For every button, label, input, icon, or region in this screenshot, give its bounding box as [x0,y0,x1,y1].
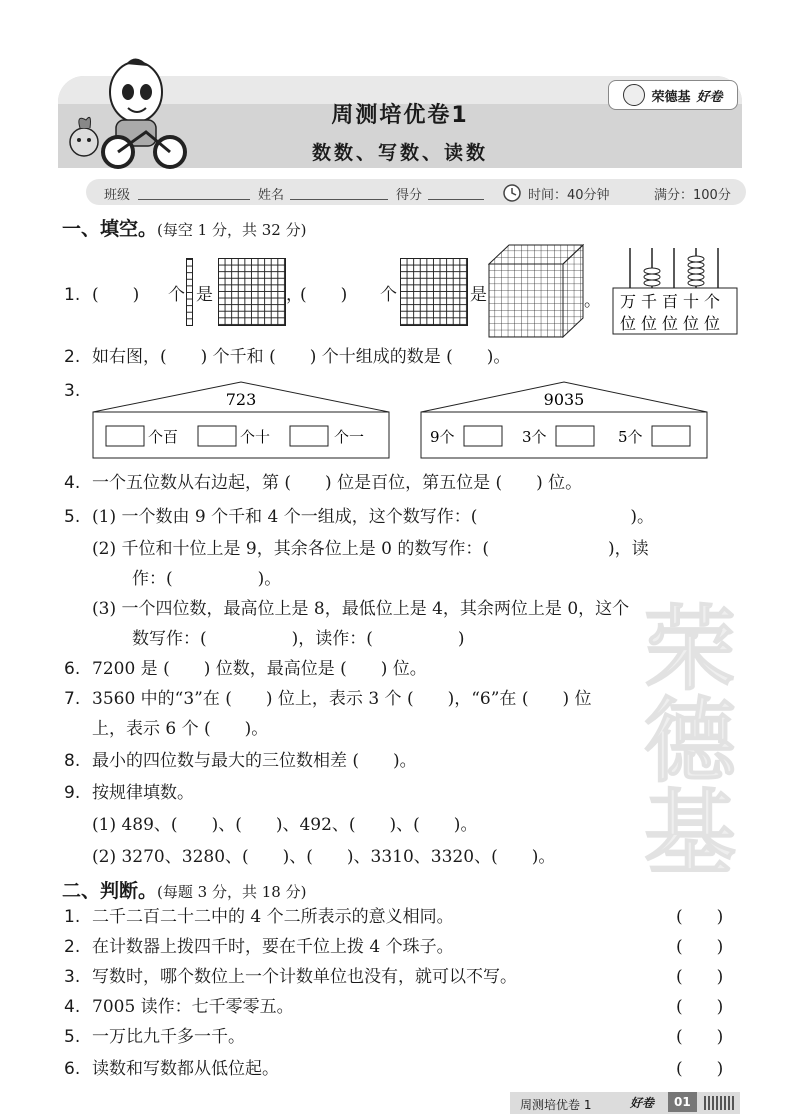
section2-note: (每题 3 分，共 18 分) [157,883,307,901]
section2-title: 二、判断。 [62,880,158,902]
abacus-places-bottom: 位位位位位 [620,314,726,333]
name-field[interactable] [290,199,388,200]
page-subtitle: 数数、写数、读数 [311,142,488,164]
judge-item-number: 2. [64,937,81,957]
q3-house-2-box-2[interactable] [556,426,594,446]
section1-note: (每空 1 分，共 32 分) [157,221,307,239]
judge-item-text: 7005 读作：七千零零五。 [92,997,294,1017]
q3-house-1-value: 723 [225,390,257,409]
q8-text: 最小的四位数与最大的三位数相差 ( )。 [92,751,417,771]
q1-text-d: 个 [380,285,397,305]
time-info: 时间：40分钟 [528,188,610,203]
judge-item-text: 写数时，哪个数位上一个计数单位也没有，就可以不写。 [92,967,517,987]
q1-number: 1. [64,285,81,305]
q5-part-3a: (3) 一个四位数，最高位上是 8，最低位上是 4，其余两位上是 0，这个 [92,599,630,619]
q5-part-3b: 数写作：( )，读作：( ) [132,629,465,649]
q1-thousand-cube [488,244,584,338]
q3-number: 3. [64,381,81,401]
judge-answer-blank[interactable]: ( ) [676,907,724,927]
q3-house-2-value: 9035 [543,390,585,409]
mascot-illustration [66,52,196,172]
brand-sub: 好卷 [696,89,723,105]
judge-item-number: 6. [64,1059,81,1079]
judge-item-text: 读数和写数都从低位起。 [92,1059,279,1079]
q8-number: 8. [64,751,81,771]
judge-item-number: 4. [64,997,81,1017]
q3-house-1-label-2: 个十 [240,428,271,446]
brand-face-icon [623,84,645,106]
brand-logo [608,80,738,110]
q3-house-1-box-2[interactable] [198,426,236,446]
q4-number: 4. [64,473,81,493]
q3-house-2-label-1: 9个 [430,428,455,446]
q1-text-a: 个 [168,285,185,305]
q7-text-a: 3560 中的“3”在 ( ) 位上，表示 3 个 ( )，“6”在 ( ) 位 [92,689,592,709]
score-field[interactable] [428,199,484,200]
abacus-places-top: 万千百十个 [620,292,726,311]
q5-part-2b: 作：( )。 [132,569,282,589]
judge-answer-blank[interactable]: ( ) [676,1059,724,1079]
q9-part-2: (2) 3270、3280、( )、( )、3310、3320、( )。 [92,847,556,867]
q1-text-c: ， [286,285,303,305]
q5-number: 5. [64,507,81,527]
q2-number: 2. [64,347,81,367]
q5-part-2a: (2) 千位和十位上是 9，其余各位上是 0 的数写作：( )，读 [92,539,649,559]
q3-house-2-box-1[interactable] [464,426,502,446]
page-number: 01 [668,1092,697,1112]
q1-rod-ten [186,258,193,326]
judge-answer-blank[interactable]: ( ) [676,967,724,987]
watermark: 荣德基 [629,600,736,876]
q1-text-e: 是 [470,285,487,305]
q3-house-1 [92,380,390,460]
q7-text-b: 上，表示 6 个 ( )。 [92,719,269,739]
q1-blank-2[interactable]: ( ) [300,285,348,305]
abacus [612,246,738,336]
page-title: 周测培优卷1 [331,103,469,128]
q2-text: 如右图，( ) 个千和 ( ) 个十组成的数是 ( )。 [92,347,511,367]
q1-blank-1[interactable]: ( ) [92,285,140,305]
q5-part-1: (1) 一个数由 9 个千和 4 个一组成，这个数写作：( )。 [92,507,654,527]
footer-label: 周测培优卷 1 [520,1098,592,1112]
q6-number: 6. [64,659,81,679]
info-bar [86,179,746,205]
q9-text: 按规律填数。 [92,783,194,803]
brand-name: 荣德基 [651,89,691,105]
footer-brand: 好卷 [630,1096,655,1110]
judge-answer-blank[interactable]: ( ) [676,937,724,957]
q9-part-1: (1) 489、( )、( )、492、( )、( )。 [92,815,478,835]
q3-house-1-box-3[interactable] [290,426,328,446]
judge-item-text: 二千二百二十二中的 4 个二所表示的意义相同。 [92,907,454,927]
q1-text-b: 是 [196,285,213,305]
q3-house-2-box-3[interactable] [652,426,690,446]
clock-icon [502,182,522,202]
class-label: 班级 [104,188,131,203]
q3-house-2 [420,380,708,460]
judge-item-number: 3. [64,967,81,987]
section1-heading [62,214,306,241]
judge-item-number: 5. [64,1027,81,1047]
class-field[interactable] [138,199,250,200]
q3-house-2-label-3: 5个 [618,428,643,446]
q7-number: 7. [64,689,81,709]
judge-answer-blank[interactable]: ( ) [676,997,724,1017]
q6-text: 7200 是 ( ) 位数，最高位是 ( ) 位。 [92,659,427,679]
q1-text-f: 。 [584,291,601,311]
q4-text: 一个五位数从右边起，第 ( ) 位是百位，第五位是 ( ) 位。 [92,473,583,493]
footer-bar [510,1092,740,1114]
q3-house-1-label-1: 个百 [148,428,179,446]
q3-house-2-label-2: 3个 [522,428,547,446]
judge-item-number: 1. [64,907,81,927]
section1-title: 一、填空。 [62,218,158,240]
judge-item-text: 在计数器上拨四千时，要在千位上拨 4 个珠子。 [92,937,454,957]
score-label: 得分 [396,188,423,203]
judge-item-text: 一万比九千多一千。 [92,1027,245,1047]
footer-stripes [704,1096,734,1110]
section2-heading [62,876,306,903]
q1-hundred-grid-2 [400,258,468,326]
full-score-info: 满分：100分 [654,188,731,203]
q9-number: 9. [64,783,81,803]
q3-house-1-box-1[interactable] [106,426,144,446]
name-label: 姓名 [258,188,285,203]
q3-house-1-label-3: 个一 [334,428,365,446]
q1-hundred-grid [218,258,286,326]
judge-answer-blank[interactable]: ( ) [676,1027,724,1047]
